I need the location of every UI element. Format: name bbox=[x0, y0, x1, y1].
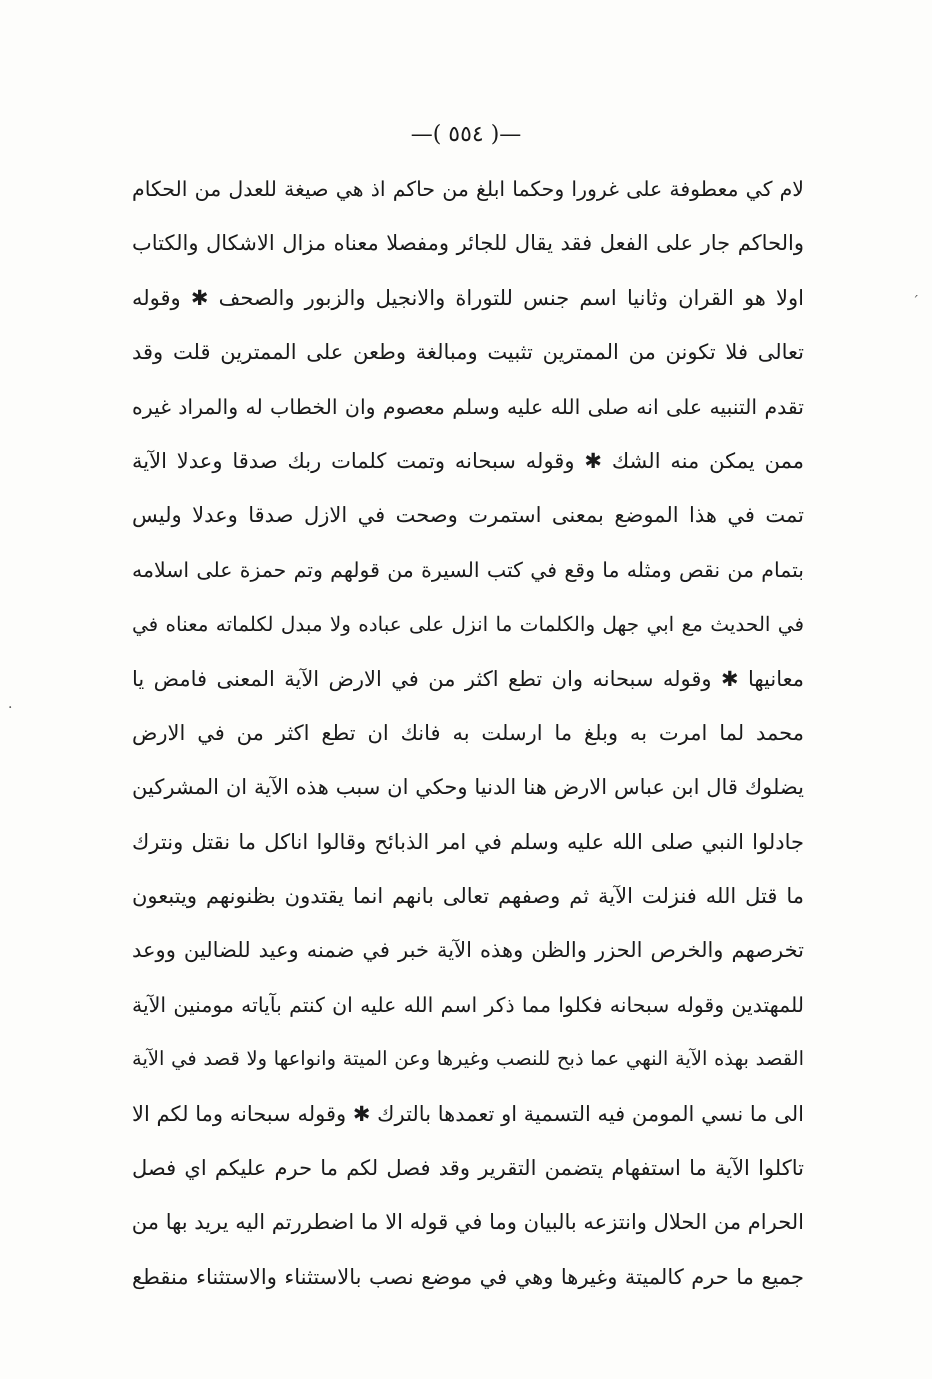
margin-tick-mark: ˊ bbox=[912, 294, 919, 310]
text-line: تخرصهم والخرص الحزر والظن وهذه الآية خبر في ضمنه وعيد للضالين ووعد bbox=[132, 938, 804, 963]
text-line: بتمام من نقص ومثله ما وقع في كتب السيرة من قولهم وتم حمزة على اسلامه bbox=[132, 557, 804, 582]
text-line: تمت في هذا الموضع بمعنى استمرت وصحت في الازل صدقا وعدلا وليس bbox=[132, 503, 804, 528]
text-line: تعالى فلا تكونن من الممترين تثبيت ومبالغة وطعن على الممترين قلت وقد bbox=[132, 340, 804, 365]
text-line: القصد بهذه الآية النهي عما ذبح للنصب وغيرها وعن الميتة وانواعها ولا قصد في الآية bbox=[132, 1047, 804, 1071]
text-line: جادلوا النبي صلى الله عليه وسلم في امر الذبائح وقالوا اناكل ما نقتل ونترك bbox=[132, 829, 804, 854]
text-line: ممن يمكن منه الشك ✱ وقوله سبحانه وتمت كلمات ربك صدقا وعدلا الآية bbox=[132, 448, 804, 473]
text-line: اولا هو القران وثانيا اسم جنس للتوراة والانجيل والزبور والصحف ✱ وقوله bbox=[132, 285, 804, 310]
text-line: جميع ما حرم كالميتة وغيرها وهي في موضع نصب بالاستثناء والاستثناء منقطع bbox=[132, 1264, 804, 1289]
body-text bbox=[132, 162, 804, 1304]
text-line: لام كي معطوفة على غرورا وحكما ابلغ من حاكم اذ هي صيغة للعدل من الحكام bbox=[132, 177, 804, 201]
text-line: معانيها ✱ وقوله سبحانه وان تطع اكثر من في الارض الآية المعنى فامض يا bbox=[132, 666, 804, 691]
text-line: في الحديث مع ابي جهل والكلمات ما انزل على عباده ولا مبدل لكلماته معناه في bbox=[132, 612, 804, 637]
text-line: يضلوك قال ابن عباس الارض هنا الدنيا وحكي ان سبب هذه الآية ان المشركين bbox=[132, 775, 804, 800]
text-line: تاكلوا الآية ما استفهام يتضمن التقرير وقد فصل لكم ما حرم عليكم اي فصل bbox=[132, 1156, 804, 1181]
text-line: للمهتدين وقوله سبحانه فكلوا مما ذكر اسم الله عليه ان كنتم بآياته مومنين الآية bbox=[132, 992, 804, 1017]
text-line: محمد لما امرت به وبلغ ما ارسلت به فانك ان تطع اكثر من في الارض bbox=[132, 720, 804, 745]
page-number: —( ٥٥٤ )— bbox=[410, 122, 522, 147]
text-line: الحرام من الحلال وانتزعه بالبيان وما في قوله الا ما اضطررتم اليه يريد بها من bbox=[132, 1210, 804, 1235]
margin-dot-mark: · bbox=[8, 700, 13, 716]
text-line: والحاكم جار على الفعل فقد يقال للجائر ومفصلا معناه مزال الاشكال والكتاب bbox=[132, 231, 804, 256]
text-line: الى ما نسي المومن فيه التسمية او تعمدها بالترك ✱ وقوله سبحانه وما لكم الا bbox=[132, 1101, 804, 1126]
text-line: تقدم التنبيه على انه صلى الله عليه وسلم معصوم وان الخطاب له والمراد غيره bbox=[132, 394, 804, 419]
text-line: ما قتل الله فنزلت الآية ثم وصفهم تعالى بانهم انما يقتدون بظنونهم ويتبعون bbox=[132, 884, 804, 909]
